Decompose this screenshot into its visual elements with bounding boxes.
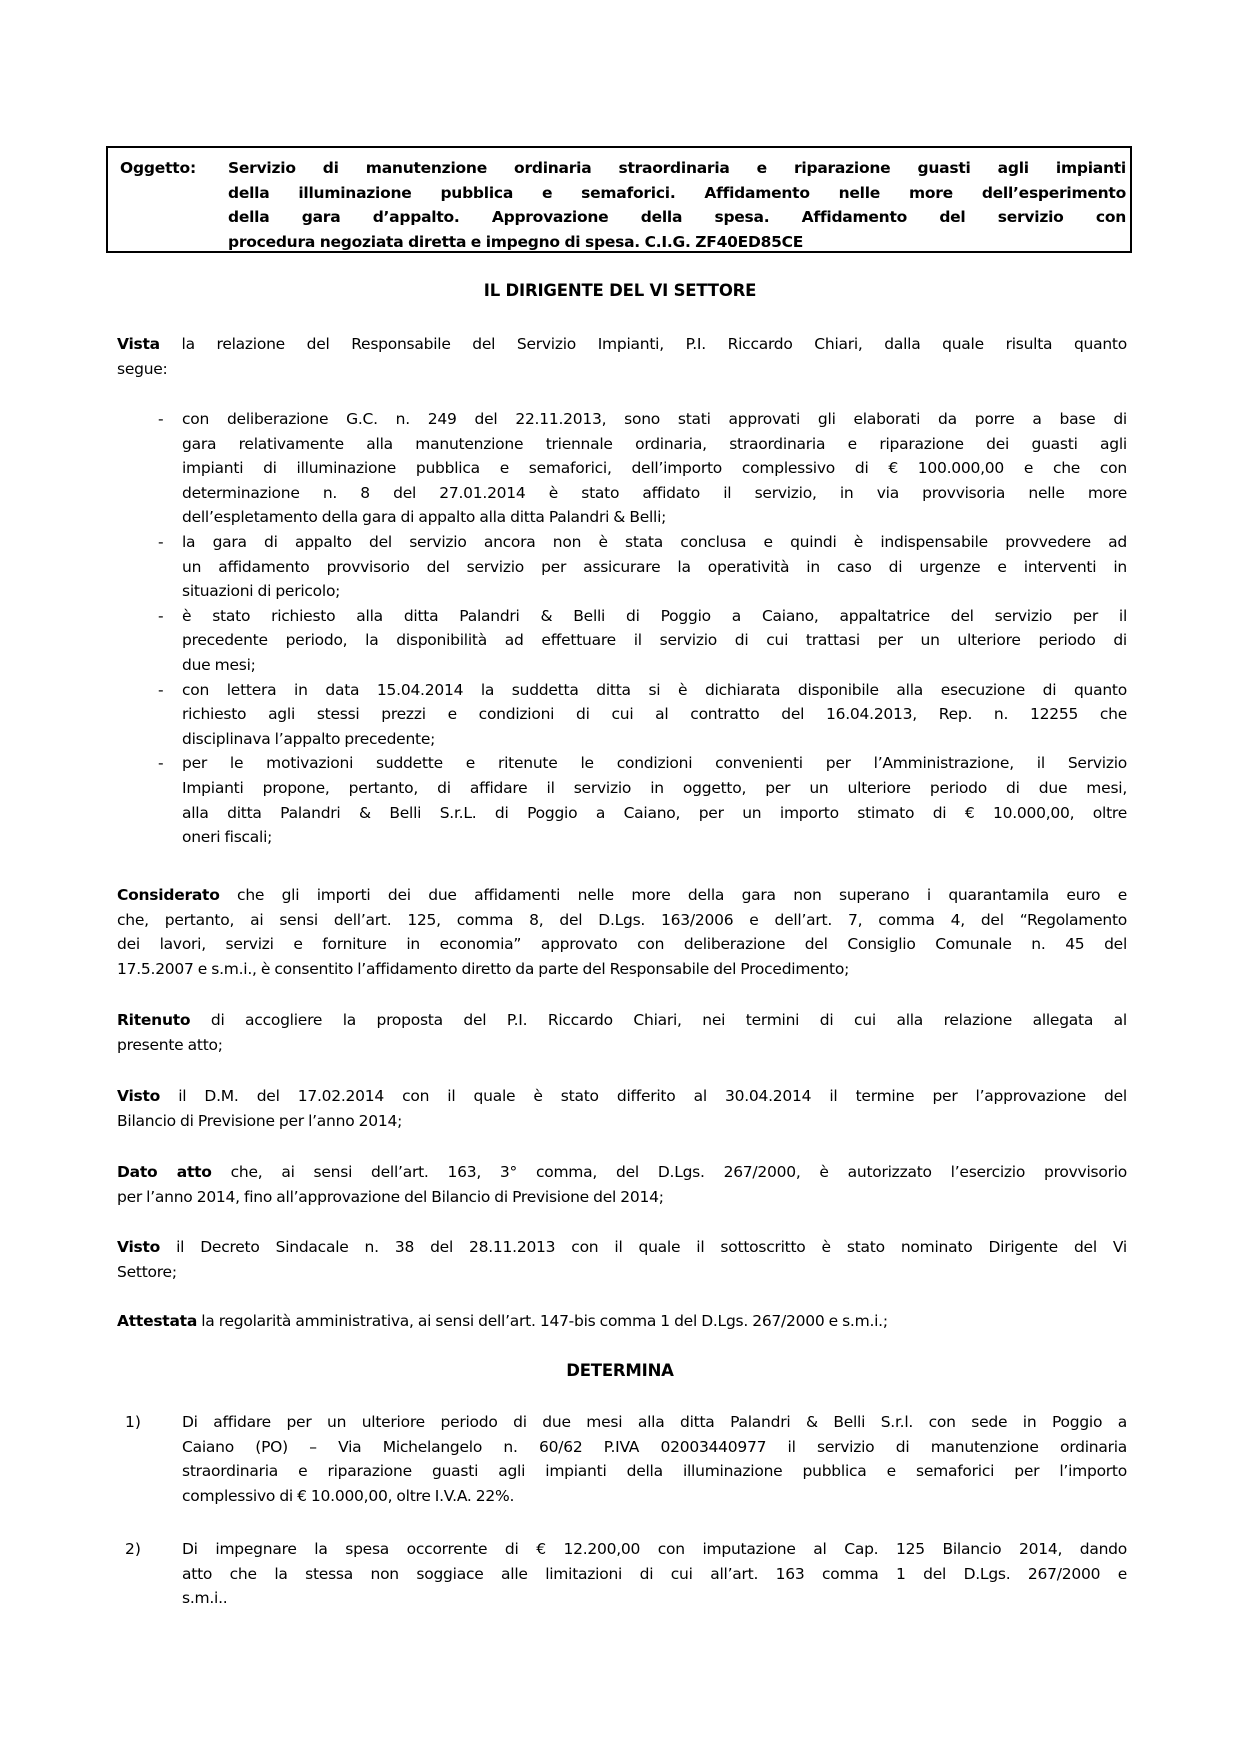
determina-heading: DETERMINA	[566, 1361, 674, 1380]
bullet-item	[117, 751, 1127, 849]
paragraph-lead: Visto	[117, 1238, 161, 1256]
bullet-line: alla ditta Palandri & Belli S.r.L. di Poggio a Caiano, per un importo stimato di € 10.000,00, oltre	[182, 803, 1127, 822]
paragraph-considerato	[117, 883, 1127, 981]
bullet-item	[117, 407, 1127, 530]
paragraph-lead: Considerato	[117, 886, 220, 904]
paragraph-line	[117, 1084, 1127, 1109]
item-line: s.m.i..	[182, 1589, 228, 1608]
dash-bullet-icon: -	[158, 410, 164, 428]
item-line: Caiano (PO) – Via Michelangelo n. 60/62 P.IVA 02003440977 il servizio di manutenzione ordinaria	[182, 1437, 1127, 1456]
paragraph-lead: Visto	[117, 1087, 161, 1105]
determina-item-2	[117, 1537, 1127, 1611]
paragraph-line: per l’anno 2014, fino all’approvazione del Bilancio di Previsione del 2014;	[117, 1187, 664, 1206]
paragraph-line	[117, 1008, 1127, 1033]
paragraph-lead: Ritenuto	[117, 1011, 191, 1029]
bullet-line: situazioni di pericolo;	[182, 582, 341, 601]
paragraph-visto-decreto	[117, 1235, 1127, 1284]
bullet-line: impianti di illuminazione pubblica e semaforici, dell’importo complessivo di € 100.000,00 e che con	[182, 459, 1127, 478]
bullet-line: oneri fiscali;	[182, 828, 273, 847]
paragraph-ritenuto	[117, 1008, 1127, 1057]
item-line: complessivo di € 10.000,00, oltre I.V.A. 22%.	[182, 1486, 515, 1505]
bullet-item	[117, 678, 1127, 752]
paragraph-text: il D.M. del 17.02.2014 con il quale è stato differito al 30.04.2014 il termine per l’approvazione del	[160, 1087, 1127, 1105]
paragraph-line	[117, 1309, 1127, 1334]
item-number: 2)	[125, 1540, 141, 1558]
item-line: straordinaria e riparazione guasti agli impianti della illuminazione pubblica e semaforici per l’importo	[182, 1462, 1127, 1481]
numbered-item	[117, 1410, 1127, 1508]
bullet-item	[117, 530, 1127, 604]
paragraph-line: Settore;	[117, 1262, 177, 1281]
paragraph-text: il Decreto Sindacale n. 38 del 28.11.2013 con il quale il sottoscritto è stato nominato Dirigente del Vi	[160, 1238, 1127, 1256]
paragraph-line	[117, 332, 1127, 357]
paragraph-attestata	[117, 1309, 1127, 1334]
paragraph-text: che, ai sensi dell’art. 163, 3° comma, del D.Lgs. 267/2000, è autorizzato l’esercizio provvisorio	[211, 1163, 1127, 1181]
bullet-line: due mesi;	[182, 655, 256, 674]
bullet-line: un affidamento provvisorio del servizio per assicurare la operatività in caso di urgenze e interventi in	[182, 557, 1127, 576]
item-number: 1)	[125, 1413, 141, 1431]
bullet-list	[117, 407, 1127, 850]
paragraph-text: che gli importi dei due affidamenti nelle more della gara non superano i quarantamila euro e	[219, 886, 1127, 904]
bullet-line: richiesto agli stessi prezzi e condizioni di cui al contratto del 16.04.2013, Rep. n. 12255 che	[182, 705, 1127, 724]
bullet-line: è stato richiesto alla ditta Palandri & Belli di Poggio a Caiano, appaltatrice del servizio per il	[182, 606, 1127, 625]
paragraph-vista	[117, 332, 1127, 381]
bullet-line: precedente periodo, la disponibilità ad effettuare il servizio di cui trattasi per un ulteriore periodo di	[182, 631, 1127, 650]
paragraph-lead: Vista	[117, 335, 160, 353]
subject-label: Oggetto:	[120, 159, 196, 177]
determina-item-1	[117, 1410, 1127, 1508]
bullet-line: Impianti propone, pertanto, di affidare il servizio in oggetto, per un ulteriore periodo di due mesi,	[182, 778, 1127, 797]
paragraph-line: 17.5.2007 e s.m.i., è consentito l’affidamento diretto da parte del Responsabile del Procedimento;	[117, 959, 850, 978]
dash-bullet-icon: -	[158, 754, 164, 773]
document-title: IL DIRIGENTE DEL VI SETTORE	[483, 281, 757, 300]
subject-box	[106, 146, 1132, 253]
item-line: Di impegnare la spesa occorrente di € 12.200,00 con imputazione al Cap. 125 Bilancio 2014, dando	[182, 1540, 1127, 1558]
subject-line: procedura negoziata diretta e impegno di spesa. C.I.G. ZF40ED85CE	[228, 232, 804, 251]
paragraph-line: dei lavori, servizi e forniture in economia” approvato con deliberazione del Consiglio Comunale n. 45 del	[117, 935, 1127, 954]
paragraph-lead: Attestata	[117, 1312, 198, 1330]
dash-bullet-icon: -	[158, 680, 164, 699]
subject-line: della illuminazione pubblica e semaforici. Affidamento nelle more dell’esperimento	[228, 183, 1126, 202]
bullet-line: con lettera in data 15.04.2014 la suddetta ditta si è dichiarata disponibile alla esecuzione di quanto	[182, 680, 1127, 699]
paragraph-text: la regolarità amministrativa, ai sensi dell’art. 147-bis comma 1 del D.Lgs. 267/2000 e s.m.i.;	[197, 1312, 888, 1330]
subject-line: Servizio di manutenzione ordinaria straordinaria e riparazione guasti agli impianti	[228, 159, 1126, 177]
paragraph-line: Bilancio di Previsione per l’anno 2014;	[117, 1111, 403, 1130]
paragraph-line	[117, 1235, 1127, 1260]
paragraph-line: presente atto;	[117, 1035, 223, 1054]
paragraph-lead: Dato atto	[117, 1163, 212, 1181]
paragraph-visto-dm	[117, 1084, 1127, 1133]
subject-text	[228, 156, 1126, 254]
subject-line: della gara d’appalto. Approvazione della spesa. Affidamento del servizio con	[228, 208, 1126, 227]
numbered-item	[117, 1537, 1127, 1611]
bullet-line: per le motivazioni suddette e ritenute le condizioni convenienti per l’Amministrazione, il Servizio	[182, 754, 1127, 773]
paragraph-line	[117, 883, 1127, 908]
item-line: Di affidare per un ulteriore periodo di due mesi alla ditta Palandri & Belli S.r.l. con sede in Poggio a	[182, 1413, 1127, 1431]
item-line: atto che la stessa non soggiace alle limitazioni di cui all’art. 163 comma 1 del D.Lgs. 267/2000 e	[182, 1564, 1127, 1583]
bullet-line: disciplinava l’appalto precedente;	[182, 729, 436, 748]
bullet-line: gara relativamente alla manutenzione triennale ordinaria, straordinaria e riparazione dei guasti agli	[182, 434, 1127, 453]
dash-bullet-icon: -	[158, 532, 164, 551]
paragraph-line: che, pertanto, ai sensi dell’art. 125, comma 8, del D.Lgs. 163/2006 e dell’art. 7, comma 4, del “Regolamento	[117, 910, 1127, 929]
paragraph-text: la relazione del Responsabile del Servizio Impianti, P.I. Riccardo Chiari, dalla quale risulta quanto	[159, 335, 1127, 353]
bullet-line: determinazione n. 8 del 27.01.2014 è stato affidato il servizio, in via provvisoria nelle more	[182, 483, 1127, 502]
bullet-line: con deliberazione G.C. n. 249 del 22.11.2013, sono stati approvati gli elaborati da porre a base di	[182, 410, 1127, 428]
dash-bullet-icon: -	[158, 606, 164, 625]
paragraph-line	[117, 1160, 1127, 1185]
bullet-item	[117, 604, 1127, 678]
paragraph-line: segue:	[117, 359, 168, 378]
bullet-line: dell’espletamento della gara di appalto alla ditta Palandri & Belli;	[182, 508, 667, 527]
paragraph-dato-atto	[117, 1160, 1127, 1209]
bullet-line: la gara di appalto del servizio ancora non è stata conclusa e quindi è indispensabile provvedere ad	[182, 532, 1127, 551]
paragraph-text: di accogliere la proposta del P.I. Riccardo Chiari, nei termini di cui alla relazione allegata al	[190, 1011, 1127, 1029]
